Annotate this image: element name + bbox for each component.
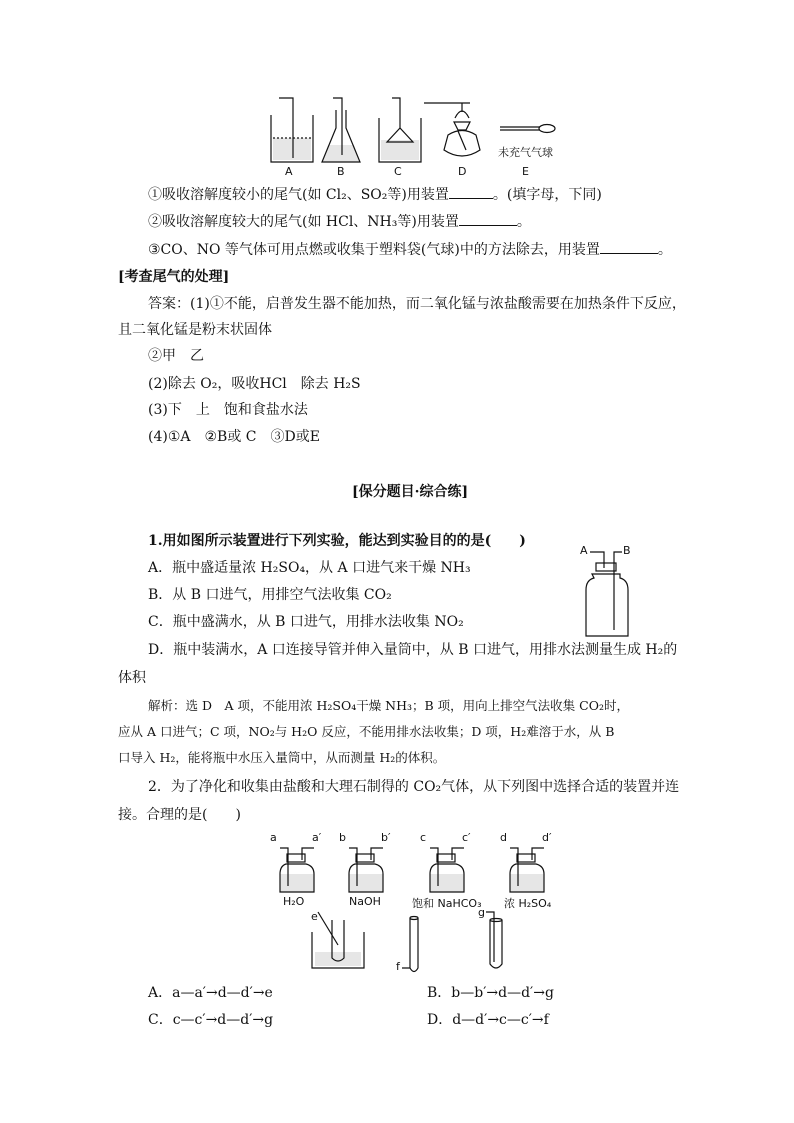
bottle-b-liquid: NaOH [349, 895, 381, 908]
bottle-a-inlet: a [270, 831, 277, 844]
fig1-label-a: A [285, 165, 293, 178]
answer-line-4: (2)除去 O₂，吸收HCl 除去 H₂S [148, 376, 361, 392]
question-item-1-end: 。(填字母，下同) [492, 187, 602, 203]
bottle-a-outlet: a′ [312, 831, 322, 844]
q1-option-d-line2: 体积 [118, 670, 146, 686]
question-item-3-text: ③CO、NO 等气体可用点燃或收集于塑料袋(气球)中的方法除去，用装置 [148, 242, 600, 258]
q1-fig-label-b: B [623, 544, 631, 557]
answer-line-1: 答案：(1)①不能，启普发生器不能加热，而二氧化锰与浓盐酸需要在加热条件下反应， [148, 296, 686, 312]
answer-line-3: ②甲 乙 [148, 348, 204, 364]
q1-fig-label-a: A [580, 544, 588, 557]
collector-label-f: f [396, 960, 400, 973]
bottle-c-inlet: c [420, 831, 427, 844]
fig1-balloon-caption: 未充气气球 [498, 146, 553, 159]
q2-option-c: C．c—c′→d—d′→g [148, 1012, 274, 1028]
q1-stem: 1.用如图所示装置进行下列实验，能达到实验目的的是( ) [148, 533, 526, 549]
q2-stem-line1: 2．为了净化和收集由盐酸和大理石制得的 CO₂气体，从下列图中选择合适的装置并连 [148, 779, 680, 795]
q1-option-c: C．瓶中盛满水，从 B 口进气，用排水法收集 NO₂ [148, 614, 464, 630]
section-tail-gas-heading: [考查尾气的处理] [118, 269, 230, 285]
q2-option-b: B．b—b′→d—d′→g [427, 985, 554, 1001]
answer-line-2: 且二氧化锰是粉末状固体 [118, 322, 272, 338]
q1-option-d-line1: D．瓶中装满水，A 口连接导管并伸入量筒中，从 B 口进气，用排水法测量生成 H₂的 [148, 642, 678, 658]
q2-option-d: D．d—d′→c—c′→f [427, 1012, 549, 1028]
collector-e-trough [312, 912, 364, 968]
q2-stem-line2: 接。合理的是( ) [118, 807, 241, 823]
bottle-a-liquid: H₂O [283, 895, 305, 908]
collector-label-g: g [478, 906, 485, 919]
answer-line-5: (3)下 上 饱和食盐水法 [148, 402, 308, 418]
question-item-1-text: ①吸收溶解度较小的尾气(如 Cl₂、SO₂等)用装置 [148, 187, 449, 203]
q1-analysis-line1: 解析：选 D A 项，不能用浓 H₂SO₄干燥 NH₃；B 项，用向上排空气法收集 CO₂时， [148, 698, 629, 713]
q2-option-a: A．a—a′→d—d′→e [148, 985, 273, 1001]
q1-analysis-line3: 口导入 H₂，能将瓶中水压入量筒中，从而测量 H₂的体积。 [118, 750, 446, 765]
fig1-label-e: E [522, 165, 529, 178]
q1-option-b: B．从 B 口进气，用排空气法收集 CO₂ [148, 587, 392, 603]
fig1-label-c: C [394, 165, 402, 178]
question-item-3-end: 。 [657, 242, 672, 258]
bottle-b-inlet: b [339, 831, 346, 844]
bottle-d-outlet: d′ [542, 831, 552, 844]
bottle-c-liquid: 饱和 NaHCO₃ [412, 897, 482, 910]
bottle-b-outlet: b′ [381, 831, 391, 844]
answer-line-6: (4)①A ②B或 C ③D或E [148, 429, 320, 445]
question-item-2-end: 。 [516, 214, 531, 230]
bottle-c-outlet: c′ [462, 831, 471, 844]
collector-f-tube [402, 917, 418, 972]
q1-analysis-line2: 应从 A 口进气；C 项，NO₂与 H₂O 反应，不能用排水法收集；D 项，H₂难溶于水，从 B [118, 724, 615, 739]
bottle-d-inlet: d [500, 831, 507, 844]
bottle-d-liquid: 浓 H₂SO₄ [504, 897, 552, 910]
fig1-label-b: B [337, 165, 345, 178]
collector-label-e: e [311, 910, 318, 923]
collector-g-tube [486, 912, 502, 968]
question-item-2-text: ②吸收溶解度较大的尾气(如 HCl、NH₃等)用装置 [148, 214, 459, 230]
fig1-label-d: D [458, 165, 467, 178]
section-title: [保分题目·综合练] [352, 484, 469, 500]
q1-option-a: A．瓶中盛适量浓 H₂SO₄，从 A 口进气来干燥 NH₃ [148, 560, 471, 576]
